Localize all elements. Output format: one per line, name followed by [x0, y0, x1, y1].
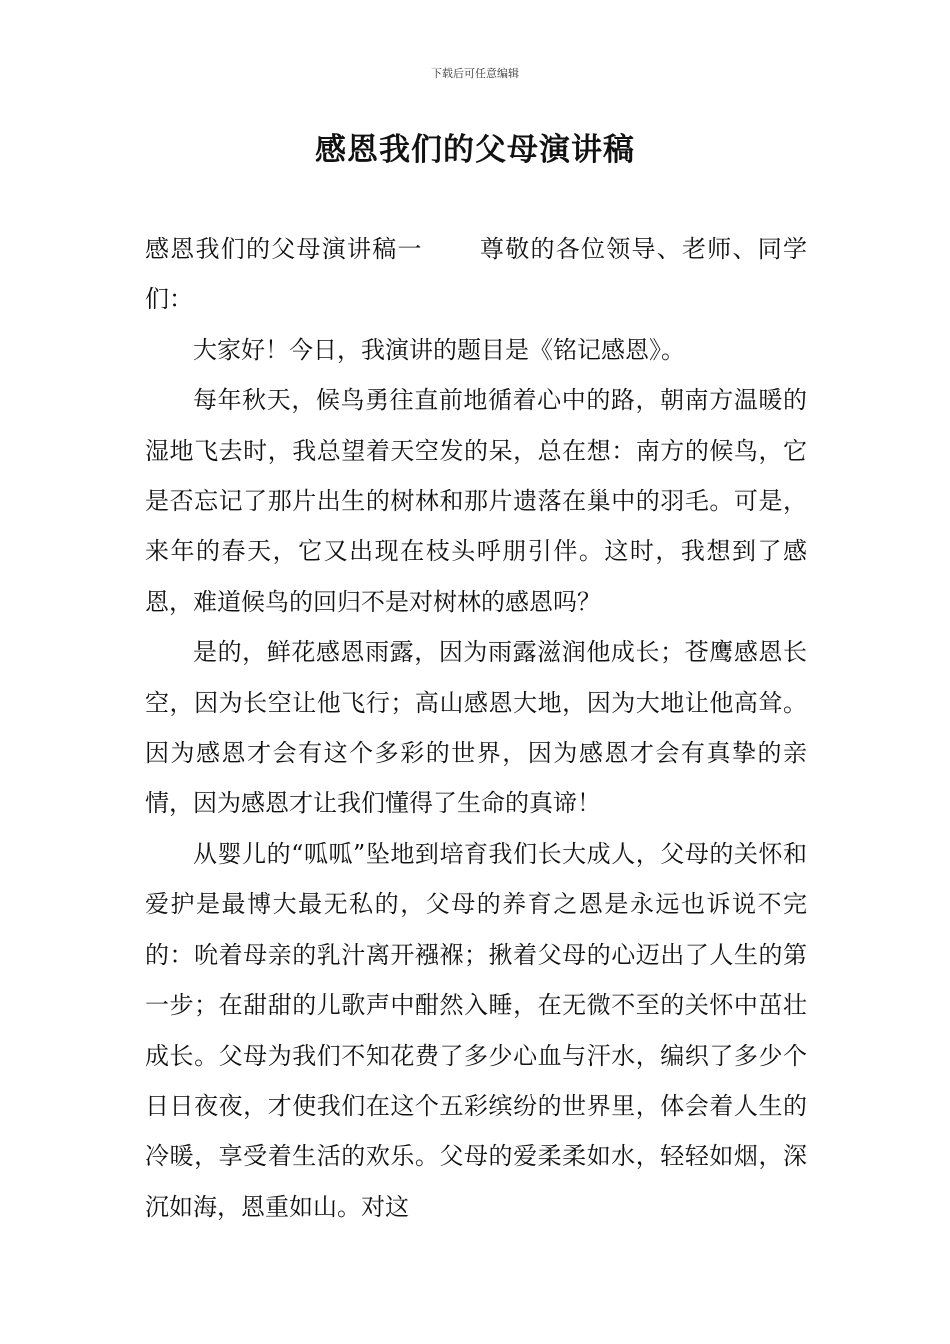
- intro-paragraph: [145, 224, 807, 325]
- document-body: [145, 224, 807, 1232]
- intro-salutation: 尊敬的各位领导、老师、同学们：: [145, 235, 807, 314]
- paragraph-gratitude-nature: 是的，鲜花感恩雨露，因为雨露滋润他成长；苍鹰感恩长空，因为长空让他飞行；高山感恩大地，因为大地让他高耸。因为感恩才会有这个多彩的世界，因为感恩才会有真挚的亲情，因为感恩才让我们懂得了生命的真谛！: [145, 638, 807, 818]
- paragraph-migratory-birds: 每年秋天，候鸟勇往直前地循着心中的路，朝南方温暖的湿地飞去时，我总望着天空发的呆，总在想：南方的候鸟，它是否忘记了那片出生的树林和那片遗落在巢中的羽毛。可是，来年的春天，它又出现在枝头呼朋引伴。这时，我想到了感恩，难道候鸟的回归不是对树林的感恩吗？: [145, 386, 807, 616]
- header-note: 下载后可任意编辑: [431, 67, 519, 80]
- paragraph-greeting: 大家好！今日，我演讲的题目是《铭记感恩》。: [193, 335, 685, 364]
- intro-heading: 感恩我们的父母演讲稿一: [145, 235, 423, 263]
- paragraph-parents-love: 从婴儿的“呱呱”坠地到培育我们长大成人，父母的关怀和爱护是最博大最无私的，父母的养育之恩是永远也诉说不完的：吮着母亲的乳汁离开襁褓；揪着父母的心迈出了人生的第一步；在甜甜的儿歌声中酣然入睡，在无微不至的关怀中茁壮成长。父母为我们不知花费了多少心血与汗水，编织了多少个日日夜夜，才使我们在这个五彩缤纷的世界里，体会着人生的冷暖，享受着生活的欢乐。父母的爱柔柔如水，轻轻如烟，深沉如海，恩重如山。对这: [145, 839, 807, 1221]
- page-title: 感恩我们的父母演讲稿: [315, 132, 635, 168]
